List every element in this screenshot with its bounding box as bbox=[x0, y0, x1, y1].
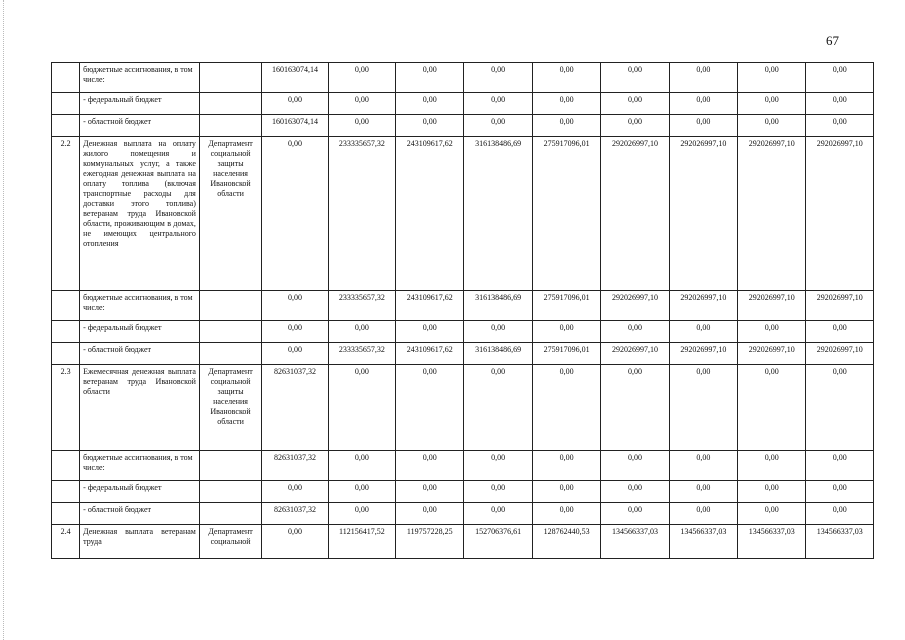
amount-cell: 0,00 bbox=[738, 93, 806, 115]
amount-cell: 0,00 bbox=[262, 321, 328, 343]
table-row bbox=[52, 343, 874, 365]
table-row bbox=[52, 321, 874, 343]
amount-cell: 292026997,10 bbox=[601, 291, 669, 321]
row-label-cell: - федеральный бюджет bbox=[80, 481, 200, 503]
amount-cell: 292026997,10 bbox=[669, 343, 737, 365]
amount-cell: 243109617,62 bbox=[396, 137, 464, 291]
table-row bbox=[52, 93, 874, 115]
amount-cell: 243109617,62 bbox=[396, 291, 464, 321]
row-label-cell: Денежная выплата ветеранам труда bbox=[80, 525, 200, 559]
amount-cell: 0,00 bbox=[806, 115, 874, 137]
amount-cell: 292026997,10 bbox=[669, 291, 737, 321]
amount-cell: 82631037,32 bbox=[262, 451, 328, 481]
amount-cell: 134566337,03 bbox=[738, 525, 806, 559]
table-row bbox=[52, 451, 874, 481]
row-index-cell bbox=[52, 481, 80, 503]
amount-cell: 0,00 bbox=[464, 63, 532, 93]
department-cell bbox=[199, 291, 261, 321]
amount-cell: 0,00 bbox=[262, 525, 328, 559]
amount-cell: 0,00 bbox=[464, 115, 532, 137]
row-index-cell: 2.2 bbox=[52, 137, 80, 291]
amount-cell: 0,00 bbox=[464, 365, 532, 451]
amount-cell: 82631037,32 bbox=[262, 503, 328, 525]
row-label-cell: - областной бюджет bbox=[80, 115, 200, 137]
table-row bbox=[52, 525, 874, 559]
row-label-cell: бюджетные ассигнования, в том числе: bbox=[80, 451, 200, 481]
amount-cell: 233335657,32 bbox=[328, 137, 395, 291]
amount-cell: 0,00 bbox=[328, 451, 395, 481]
department-cell bbox=[199, 481, 261, 503]
amount-cell: 292026997,10 bbox=[806, 343, 874, 365]
amount-cell: 0,00 bbox=[738, 503, 806, 525]
amount-cell: 0,00 bbox=[396, 481, 464, 503]
amount-cell: 0,00 bbox=[806, 481, 874, 503]
amount-cell: 0,00 bbox=[532, 451, 600, 481]
amount-cell: 0,00 bbox=[532, 63, 600, 93]
amount-cell: 0,00 bbox=[669, 115, 737, 137]
amount-cell: 119757228,25 bbox=[396, 525, 464, 559]
table-row bbox=[52, 503, 874, 525]
row-label-cell: Денежная выплата на оплату жилого помещения и коммунальных услуг, а также ежегодная денежная выплата на оплату топлива (включая транспортные расходы для доставки этого топлива) ветеранам труда Ивановской области, проживающим в домах, не имеющих центрального отопления bbox=[80, 137, 200, 291]
amount-cell: 0,00 bbox=[601, 481, 669, 503]
amount-cell: 0,00 bbox=[601, 321, 669, 343]
amount-cell: 233335657,32 bbox=[328, 343, 395, 365]
amount-cell: 292026997,10 bbox=[669, 137, 737, 291]
amount-cell: 0,00 bbox=[396, 63, 464, 93]
amount-cell: 292026997,10 bbox=[806, 291, 874, 321]
department-cell bbox=[199, 343, 261, 365]
amount-cell: 0,00 bbox=[532, 115, 600, 137]
amount-cell: 0,00 bbox=[328, 503, 395, 525]
amount-cell: 243109617,62 bbox=[396, 343, 464, 365]
row-label-cell: Ежемесячная денежная выплата ветеранам труда Ивановской области bbox=[80, 365, 200, 451]
amount-cell: 0,00 bbox=[738, 365, 806, 451]
amount-cell: 233335657,32 bbox=[328, 291, 395, 321]
amount-cell: 0,00 bbox=[396, 115, 464, 137]
amount-cell: 316138486,69 bbox=[464, 137, 532, 291]
row-index-cell bbox=[52, 63, 80, 93]
amount-cell: 0,00 bbox=[601, 503, 669, 525]
row-index-cell bbox=[52, 503, 80, 525]
department-cell bbox=[199, 115, 261, 137]
amount-cell: 0,00 bbox=[669, 93, 737, 115]
amount-cell: 0,00 bbox=[669, 503, 737, 525]
table-row bbox=[52, 63, 874, 93]
amount-cell: 0,00 bbox=[601, 63, 669, 93]
amount-cell: 0,00 bbox=[806, 321, 874, 343]
department-cell bbox=[199, 63, 261, 93]
amount-cell: 0,00 bbox=[532, 365, 600, 451]
amount-cell: 0,00 bbox=[601, 451, 669, 481]
amount-cell: 0,00 bbox=[464, 451, 532, 481]
amount-cell: 0,00 bbox=[669, 321, 737, 343]
amount-cell: 160163074,14 bbox=[262, 115, 328, 137]
amount-cell: 292026997,10 bbox=[806, 137, 874, 291]
amount-cell: 0,00 bbox=[328, 93, 395, 115]
table-row bbox=[52, 365, 874, 451]
amount-cell: 0,00 bbox=[806, 63, 874, 93]
amount-cell: 134566337,03 bbox=[806, 525, 874, 559]
table-row bbox=[52, 137, 874, 291]
row-label-cell: бюджетные ассигнования, в том числе: bbox=[80, 291, 200, 321]
department-cell: Департамент социальной защиты населения Ивановской области bbox=[199, 365, 261, 451]
amount-cell: 292026997,10 bbox=[601, 137, 669, 291]
amount-cell: 292026997,10 bbox=[738, 291, 806, 321]
amount-cell: 0,00 bbox=[328, 115, 395, 137]
amount-cell: 0,00 bbox=[669, 63, 737, 93]
row-index-cell bbox=[52, 343, 80, 365]
amount-cell: 134566337,03 bbox=[669, 525, 737, 559]
amount-cell: 0,00 bbox=[262, 93, 328, 115]
amount-cell: 0,00 bbox=[738, 63, 806, 93]
amount-cell: 0,00 bbox=[396, 365, 464, 451]
amount-cell: 0,00 bbox=[806, 365, 874, 451]
amount-cell: 275917096,01 bbox=[532, 291, 600, 321]
row-label-cell: бюджетные ассигнования, в том числе: bbox=[80, 63, 200, 93]
row-label-cell: - областной бюджет bbox=[80, 343, 200, 365]
amount-cell: 0,00 bbox=[806, 93, 874, 115]
row-label-cell: - федеральный бюджет bbox=[80, 93, 200, 115]
amount-cell: 0,00 bbox=[601, 93, 669, 115]
amount-cell: 0,00 bbox=[669, 481, 737, 503]
row-index-cell bbox=[52, 93, 80, 115]
amount-cell: 0,00 bbox=[464, 93, 532, 115]
amount-cell: 0,00 bbox=[738, 481, 806, 503]
row-index-cell bbox=[52, 291, 80, 321]
amount-cell: 0,00 bbox=[532, 503, 600, 525]
amount-cell: 316138486,69 bbox=[464, 291, 532, 321]
amount-cell: 0,00 bbox=[464, 503, 532, 525]
row-label-cell: - федеральный бюджет bbox=[80, 321, 200, 343]
amount-cell: 0,00 bbox=[396, 503, 464, 525]
amount-cell: 134566337,03 bbox=[601, 525, 669, 559]
amount-cell: 0,00 bbox=[738, 451, 806, 481]
amount-cell: 0,00 bbox=[464, 321, 532, 343]
row-index-cell: 2.3 bbox=[52, 365, 80, 451]
amount-cell: 0,00 bbox=[262, 343, 328, 365]
amount-cell: 0,00 bbox=[601, 115, 669, 137]
amount-cell: 275917096,01 bbox=[532, 137, 600, 291]
amount-cell: 292026997,10 bbox=[738, 137, 806, 291]
department-cell bbox=[199, 93, 261, 115]
department-cell bbox=[199, 503, 261, 525]
amount-cell: 0,00 bbox=[328, 321, 395, 343]
amount-cell: 152706376,61 bbox=[464, 525, 532, 559]
amount-cell: 0,00 bbox=[806, 503, 874, 525]
amount-cell: 0,00 bbox=[464, 481, 532, 503]
row-index-cell: 2.4 bbox=[52, 525, 80, 559]
table-row bbox=[52, 291, 874, 321]
amount-cell: 292026997,10 bbox=[738, 343, 806, 365]
department-cell: Департамент социальной bbox=[199, 525, 261, 559]
amount-cell: 0,00 bbox=[532, 321, 600, 343]
amount-cell: 0,00 bbox=[328, 63, 395, 93]
table-row bbox=[52, 115, 874, 137]
scan-edge-marks bbox=[3, 0, 6, 640]
page-number: 67 bbox=[826, 33, 839, 48]
row-index-cell bbox=[52, 451, 80, 481]
amount-cell: 0,00 bbox=[328, 365, 395, 451]
amount-cell: 82631037,32 bbox=[262, 365, 328, 451]
amount-cell: 316138486,69 bbox=[464, 343, 532, 365]
amount-cell: 0,00 bbox=[396, 451, 464, 481]
table-row bbox=[52, 481, 874, 503]
amount-cell: 0,00 bbox=[738, 115, 806, 137]
amount-cell: 112156417,52 bbox=[328, 525, 395, 559]
amount-cell: 0,00 bbox=[532, 93, 600, 115]
amount-cell: 0,00 bbox=[669, 365, 737, 451]
department-cell: Департамент социальной защиты населения Ивановской области bbox=[199, 137, 261, 291]
amount-cell: 0,00 bbox=[262, 291, 328, 321]
amount-cell: 0,00 bbox=[262, 137, 328, 291]
amount-cell: 0,00 bbox=[669, 451, 737, 481]
amount-cell: 275917096,01 bbox=[532, 343, 600, 365]
row-index-cell bbox=[52, 321, 80, 343]
amount-cell: 0,00 bbox=[806, 451, 874, 481]
amount-cell: 292026997,10 bbox=[601, 343, 669, 365]
amount-cell: 0,00 bbox=[396, 321, 464, 343]
department-cell bbox=[199, 451, 261, 481]
row-label-cell: - областной бюджет bbox=[80, 503, 200, 525]
amount-cell: 0,00 bbox=[262, 481, 328, 503]
amount-cell: 0,00 bbox=[738, 321, 806, 343]
row-index-cell bbox=[52, 115, 80, 137]
amount-cell: 0,00 bbox=[532, 481, 600, 503]
amount-cell: 0,00 bbox=[396, 93, 464, 115]
budget-table bbox=[51, 62, 874, 559]
amount-cell: 0,00 bbox=[601, 365, 669, 451]
amount-cell: 160163074,14 bbox=[262, 63, 328, 93]
amount-cell: 0,00 bbox=[328, 481, 395, 503]
department-cell bbox=[199, 321, 261, 343]
amount-cell: 128762440,53 bbox=[532, 525, 600, 559]
